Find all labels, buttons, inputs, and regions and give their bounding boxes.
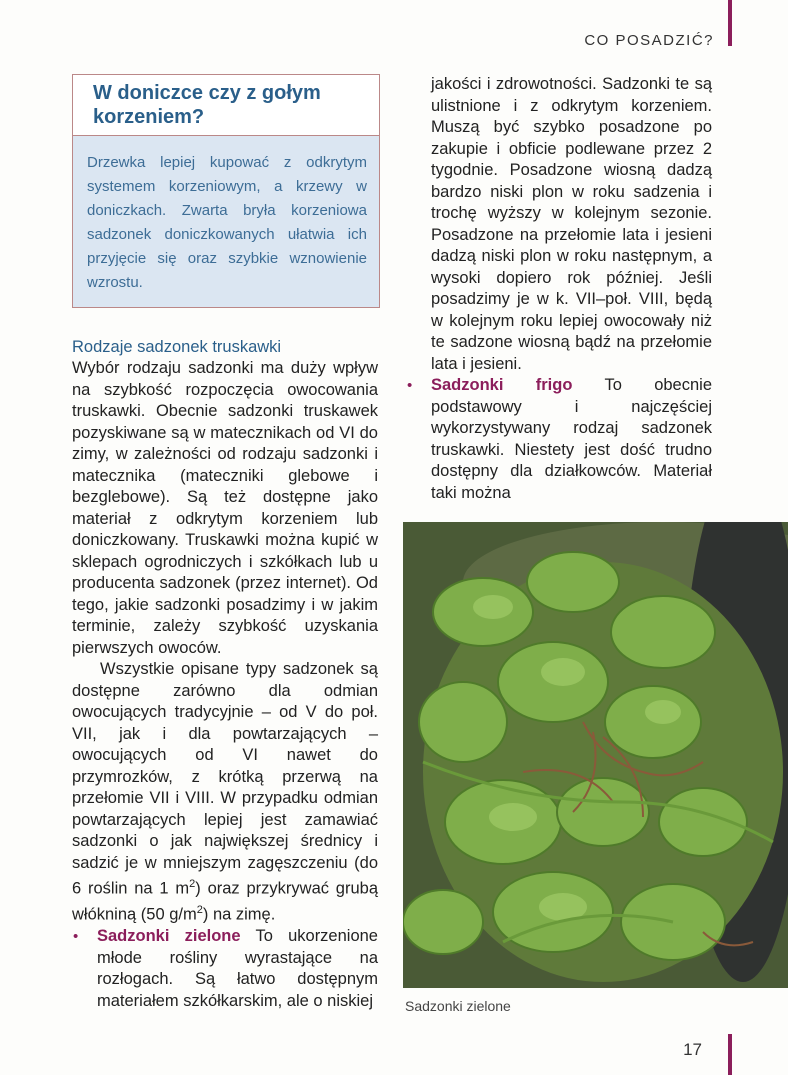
- section-heading: Rodzaje sadzonek truskawki: [72, 338, 282, 356]
- sidebar-box-title-area: [73, 75, 379, 136]
- bullet-item-sadzonki-frigo: [406, 375, 712, 504]
- paragraph-2-part-b: ) oraz przykrywać grubą włókniną (50 g/m: [72, 879, 379, 924]
- paragraph-2-part-a: Wszystkie opisane typy sadzonek są dostępne zarówno dla odmian owocujących tradycyjnie – od V do poł. VII, jak i dla powtarzających – owocujących od VI nawet do przymrozków, z krótką przerwą na przełomie VII i VIII. W przypadku odmian powtarzających lepiej jest zamawiać sadzonki o jak największej średnicy i sadzić je w mniejszym zagęszczeniu (do 6 roślin na 1 m: [72, 660, 378, 898]
- bullet-text-continued: jakości i zdrowotności. Sadzonki te są ulistnione i z odkrytym korzeniem. Muszą być szybko posadzone po zakupie i obficie podlewane przez 2 tygodnie. Posadzone wiosną dadzą bardzo niski plon w roku sadzenia i trochę wyższy w kolejnym sezonie. Posadzone na przełomie lata i jesieni dadzą niski plon w roku następnym, a wysoki dopiero rok później. Jeśli posadzimy je w k. VII–poł. VIII, będą w kolejnym roku lepiej owocowały niż te sadzone wiosną bądź na przełomie lata i jesieni.: [431, 75, 712, 373]
- header-accent-bar: [728, 0, 732, 46]
- bullet-marker: •: [407, 377, 413, 394]
- strawberry-seedlings-photo: [403, 522, 788, 988]
- bullet-item-sadzonki-zielone: [72, 926, 378, 1012]
- bullet-text: To ukorzenione młode rośliny wyrastające na rozłogach. Są łatwo dostępnym materiałem szkółkarskim, ale o niskiej: [97, 927, 378, 1010]
- bullet-item-continued: [406, 74, 712, 375]
- superscript-2: 2: [196, 904, 203, 916]
- paragraph-1: Wybór rodzaju sadzonki ma duży wpływ na szybkość rozpoczęcia owocowania truskawki. Obecnie sadzonki truskawek pozyskiwane są w matecznikach od VI do zimy, w zależności od rodzaju sadzonki i matecznika (mateczniki glebowe i bezglebowe). Są też dostępne jako materiał z odkrytym korzeniem lub doniczkowany. Truskawki można kupić w sklepach ogrodniczych i szkółkach lub u producenta sadzonek (przez internet). Od tego, jakie sadzonki posadzimy i w jakim terminie, zależy szybkość uzyskania pierwszych owoców.: [72, 359, 378, 657]
- sidebar-box-title: W doniczce czy z gołym korzeniem?: [93, 82, 321, 128]
- sidebar-box: [72, 74, 380, 308]
- bullet-text: To obecnie podstawowy i najczęściej wykorzystywany rodzaj sadzonek truskawki. Niestety jest dość trudno dostępny dla działkowców. Materiał taki można: [431, 376, 712, 502]
- page-number: 17: [683, 1040, 702, 1059]
- photo-illustration: [403, 522, 788, 988]
- bullet-marker: •: [73, 928, 79, 945]
- superscript-1: 2: [189, 878, 196, 890]
- sidebar-box-body: Drzewka lepiej kupować z odkrytym systemem korzeniowym, a krzewy w doniczkach. Zwarta bryła korzeniowa sadzonek doniczkowanych ułatwia ich przyjęcie się oraz szybkie wznowienie wzrostu.: [87, 154, 367, 291]
- paragraph-2-part-c: ) na zimę.: [202, 905, 276, 924]
- photo-caption: Sadzonki zielone: [405, 998, 511, 1014]
- paragraph-2: [72, 659, 378, 926]
- footer-accent-bar: [728, 1034, 732, 1075]
- article-column-left: [72, 336, 378, 1012]
- bullet-term: Sadzonki zielone: [97, 927, 241, 945]
- section-title: CO POSADZIĆ?: [584, 32, 714, 49]
- bullet-term: Sadzonki frigo: [431, 376, 573, 394]
- article-column-right: [406, 74, 712, 504]
